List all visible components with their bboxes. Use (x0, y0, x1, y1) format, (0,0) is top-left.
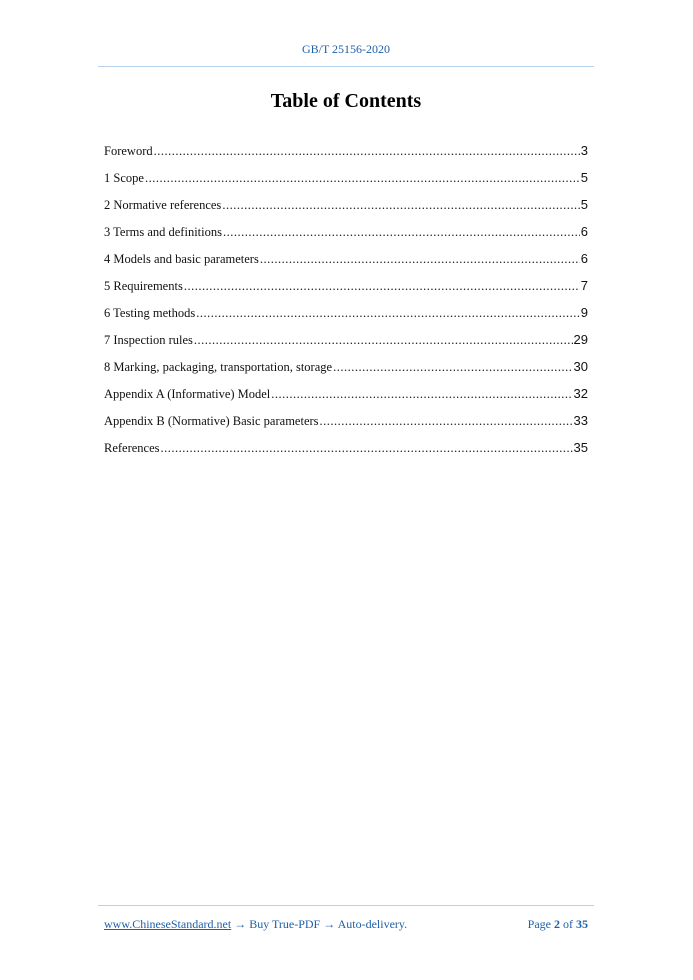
toc-entry-label: 6 Testing methods (104, 306, 196, 320)
toc-entry-page: 7 (580, 278, 588, 293)
toc-entry-page: 3 (580, 143, 588, 158)
toc-entry[interactable] (104, 305, 588, 332)
toc-dot-leader (154, 144, 580, 159)
running-header (98, 42, 594, 57)
toc-entry-label: Appendix A (Informative) Model (104, 387, 271, 401)
toc-entry-label: Foreword (104, 144, 153, 158)
toc-entry[interactable] (104, 413, 588, 440)
toc-entry-page: 5 (580, 197, 588, 212)
toc-dot-leader (260, 252, 580, 267)
toc-entry-label: 4 Models and basic parameters (104, 252, 259, 266)
toc-entry-label: 2 Normative references (104, 198, 222, 212)
toc-entry[interactable] (104, 170, 588, 197)
page-total: 35 (576, 917, 588, 931)
toc-entry-page: 6 (580, 251, 588, 266)
toc-entry[interactable] (104, 359, 588, 386)
site-link[interactable]: www.ChineseStandard.net (104, 917, 232, 931)
toc-entry[interactable] (104, 278, 588, 305)
table-of-contents (104, 143, 588, 467)
toc-dot-leader (222, 198, 579, 213)
toc-entry-label: 8 Marking, packaging, transportation, storage (104, 360, 333, 374)
toc-entry-page: 30 (573, 359, 588, 374)
page-prefix: Page (527, 917, 551, 931)
page-title: Table of Contents (270, 90, 422, 112)
footer-divider (98, 905, 594, 906)
toc-entry[interactable] (104, 332, 588, 359)
page-number (528, 917, 588, 932)
page-footer (104, 917, 588, 932)
toc-entry-page: 32 (573, 386, 588, 401)
toc-entry[interactable] (104, 386, 588, 413)
toc-entry-page: 9 (580, 305, 588, 320)
toc-entry-page: 35 (573, 440, 588, 455)
footer-promo (104, 917, 407, 932)
toc-dot-leader (271, 387, 572, 402)
toc-entry-label: 7 Inspection rules (104, 333, 193, 347)
delivery-text: Auto-delivery. (337, 917, 408, 931)
page-of: of (563, 917, 573, 931)
toc-entry[interactable] (104, 251, 588, 278)
toc-entry-label: Appendix B (Normative) Basic parameters (104, 414, 319, 428)
toc-entry-label: 3 Terms and definitions (104, 225, 222, 239)
toc-entry[interactable] (104, 224, 588, 251)
toc-dot-leader (145, 171, 580, 186)
toc-entry[interactable] (104, 440, 588, 467)
toc-dot-leader (194, 333, 573, 348)
toc-entry-page: 6 (580, 224, 588, 239)
toc-entry-label: References (104, 441, 160, 455)
document-id: GB/T 25156-2020 (301, 42, 391, 56)
toc-entry-page: 29 (573, 332, 588, 347)
toc-entry-page: 33 (573, 413, 588, 428)
toc-entry[interactable] (104, 197, 588, 224)
toc-dot-leader (320, 414, 573, 429)
toc-entry-label: 1 Scope (104, 171, 144, 185)
arrow-icon: → (234, 917, 247, 931)
header-divider (98, 66, 594, 67)
toc-entry[interactable] (104, 143, 588, 170)
toc-dot-leader (161, 441, 573, 456)
buy-pdf-link[interactable]: Buy True-PDF (249, 917, 321, 931)
toc-dot-leader (184, 279, 580, 294)
toc-dot-leader (223, 225, 580, 240)
arrow-icon: → (323, 917, 336, 931)
page-current: 2 (554, 917, 560, 931)
toc-entry-label: 5 Requirements (104, 279, 183, 293)
toc-dot-leader (196, 306, 580, 321)
toc-entry-page: 5 (580, 170, 588, 185)
toc-dot-leader (333, 360, 572, 375)
